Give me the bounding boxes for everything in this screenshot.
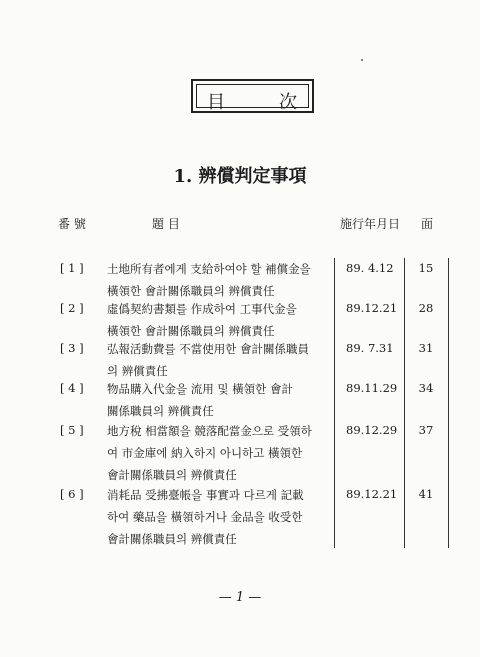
entry-date: 89. 4.12 (346, 261, 394, 275)
entry-title-line: 關係職員의 辨償責任 (107, 404, 214, 418)
section-heading: 1. 辨償判定事項 (173, 166, 307, 187)
column-divider-date (334, 258, 335, 548)
column-divider-page (404, 258, 405, 548)
entry-page: 15 (418, 261, 434, 275)
entry-page: 41 (418, 487, 434, 501)
entry-date: 89. 7.31 (346, 341, 394, 355)
entry-title-line: 橫領한 會計關係職員의 辨償責任 (107, 324, 275, 338)
entry-title (107, 338, 333, 382)
entry-title (107, 484, 333, 550)
page-title-right: 次 (279, 92, 298, 113)
entry-number: [ 5 ] (60, 423, 84, 437)
entry-title-line: 地方稅 相當額을 競落配當金으로 受領하 (107, 424, 312, 438)
entry-page: 37 (418, 423, 434, 437)
contents-title-box (191, 79, 314, 113)
entry-page: 34 (418, 381, 434, 395)
entry-title-line: 消耗品 受拂臺帳을 事實과 다르게 記載 (107, 488, 304, 502)
entry-date: 89.12.21 (346, 301, 398, 315)
entry-title-line: 橫領한 會計關係職員의 辨償責任 (107, 284, 275, 298)
scan-speck (361, 59, 363, 61)
entry-date: 89.12.21 (346, 487, 398, 501)
column-header-subject: 題 目 (152, 217, 180, 231)
column-header-page: 面 (421, 217, 434, 231)
page-title-left: 目 (207, 92, 226, 113)
entry-number: [ 2 ] (60, 301, 84, 315)
entry-number: [ 6 ] (60, 487, 84, 501)
column-divider-right (448, 258, 449, 548)
entry-title-line: 會計關係職員의 辨償責任 (107, 468, 237, 482)
entry-title-line: 會計關係職員의 辨償責任 (107, 532, 237, 546)
entry-title (107, 298, 333, 342)
entry-title-line: 弘報活動費를 不當使用한 會計關係職員 (107, 342, 310, 356)
entry-title-line: 하여 藥品을 橫領하거나 金品을 收受한 (107, 510, 303, 524)
entry-page: 31 (418, 341, 434, 355)
column-header-date: 施行年月日 (340, 217, 401, 231)
entry-title-line: 物品購入代金을 流用 및 橫領한 會計 (107, 382, 293, 396)
entry-number: [ 3 ] (60, 341, 84, 355)
entry-title-line: 여 市金庫에 納入하지 아니하고 橫領한 (107, 446, 303, 460)
entry-title-line: 의 辨償責任 (107, 364, 168, 378)
entry-date: 89.11.29 (346, 381, 398, 395)
entry-page: 28 (418, 301, 434, 315)
entry-date: 89.12.29 (346, 423, 398, 437)
entry-number: [ 1 ] (60, 261, 84, 275)
entry-title (107, 420, 333, 486)
entry-title (107, 258, 333, 302)
page-number: — 1 — (218, 590, 262, 605)
column-header-no: 番 號 (58, 217, 86, 231)
entry-title (107, 378, 333, 422)
entry-number: [ 4 ] (60, 381, 84, 395)
entry-title-line: 土地所有者에게 支給하여야 할 補償金을 (107, 262, 311, 276)
entry-title-line: 虛僞契約書類를 作成하여 工事代金을 (107, 302, 297, 316)
